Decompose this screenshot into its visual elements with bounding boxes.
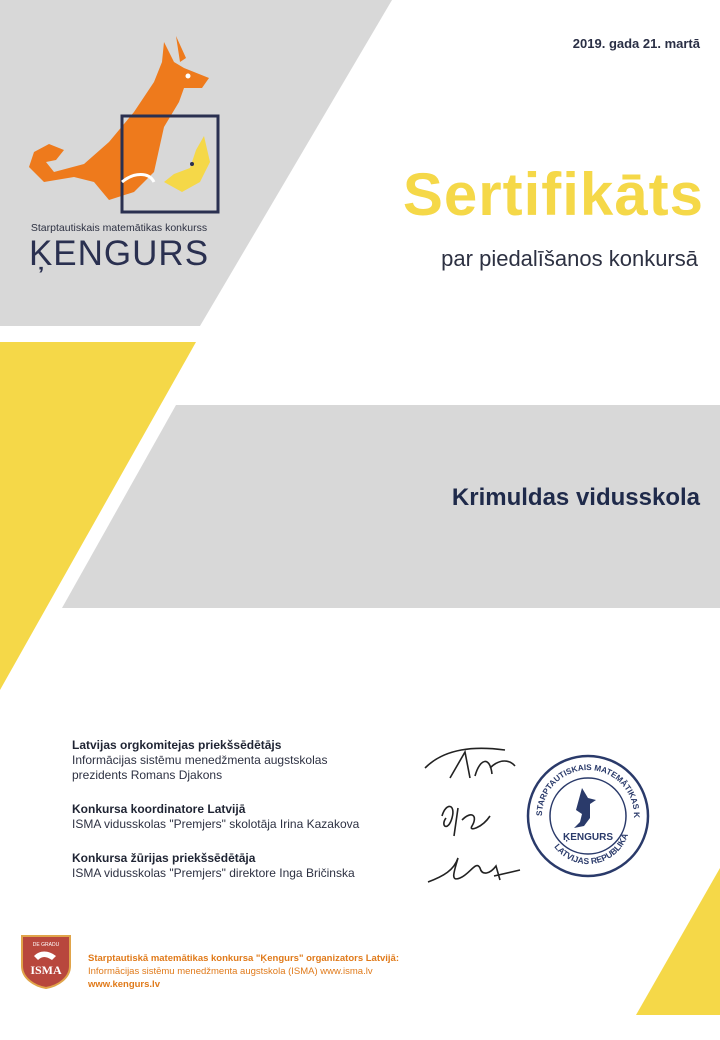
footer-organizer: Starptautiskā matemātikas konkursa "Ķengurs" organizators Latvijā: xyxy=(88,953,399,964)
signatory-1 xyxy=(72,738,327,783)
isma-crest-top: DE GRADU xyxy=(32,942,60,948)
signatory-line: prezidents Romans Djakons xyxy=(72,768,223,782)
logo-name: ĶENGURS xyxy=(28,234,210,273)
signature-2-icon xyxy=(432,796,502,842)
stamp-ring-bottom: LATVIJAS REPUBLIKA xyxy=(552,831,630,867)
stamp-ring-top: STARPTAUTISKAIS MATEMĀTIKAS K xyxy=(534,762,642,819)
signatory-line: Informācijas sistēmu menedžmenta augstskolas xyxy=(72,753,328,767)
isma-crest-text: ISMA xyxy=(30,963,62,977)
logo-tagline: Starptautiskais matemātikas konkurss xyxy=(30,222,208,234)
isma-crest-icon xyxy=(18,930,74,990)
stamp-center-text: ĶENGURS xyxy=(562,832,614,843)
certificate-title: Sertifikāts xyxy=(402,161,704,228)
footer xyxy=(88,952,399,991)
kengurs-logo xyxy=(14,32,224,272)
signatory-role: Latvijas orgkomitejas priekšsēdētājs xyxy=(72,738,282,752)
signatory-3 xyxy=(72,851,355,881)
yellow-bottom-right-triangle xyxy=(636,868,720,1015)
stamp-icon xyxy=(524,752,652,880)
signatory-role: Konkursa koordinatore Latvijā xyxy=(72,802,246,816)
signature-1-icon xyxy=(420,738,520,788)
official-stamp xyxy=(524,752,652,880)
signatory-role: Konkursa žūrijas priekšsēdētāja xyxy=(72,851,256,865)
footer-isma: Informācijas sistēmu menedžmenta augstskola (ISMA) www.isma.lv xyxy=(88,966,373,977)
isma-logo xyxy=(18,930,74,990)
footer-website-link[interactable]: www.kengurs.lv xyxy=(88,979,160,990)
signatory-line: ISMA vidusskolas "Premjers" direktore Inga Bričinska xyxy=(72,866,355,880)
certificate-date: 2019. gada 21. martā xyxy=(572,36,700,51)
recipient-name: Krimuldas vidusskola xyxy=(451,484,700,511)
signatory-2 xyxy=(72,802,359,832)
certificate-subtitle: par piedalīšanos konkursā xyxy=(441,246,698,271)
signature-3-icon xyxy=(424,846,524,888)
kangaroo-logo-icon xyxy=(14,32,224,222)
signatory-line: ISMA vidusskolas "Premjers" skolotāja Irina Kazakova xyxy=(72,817,360,831)
